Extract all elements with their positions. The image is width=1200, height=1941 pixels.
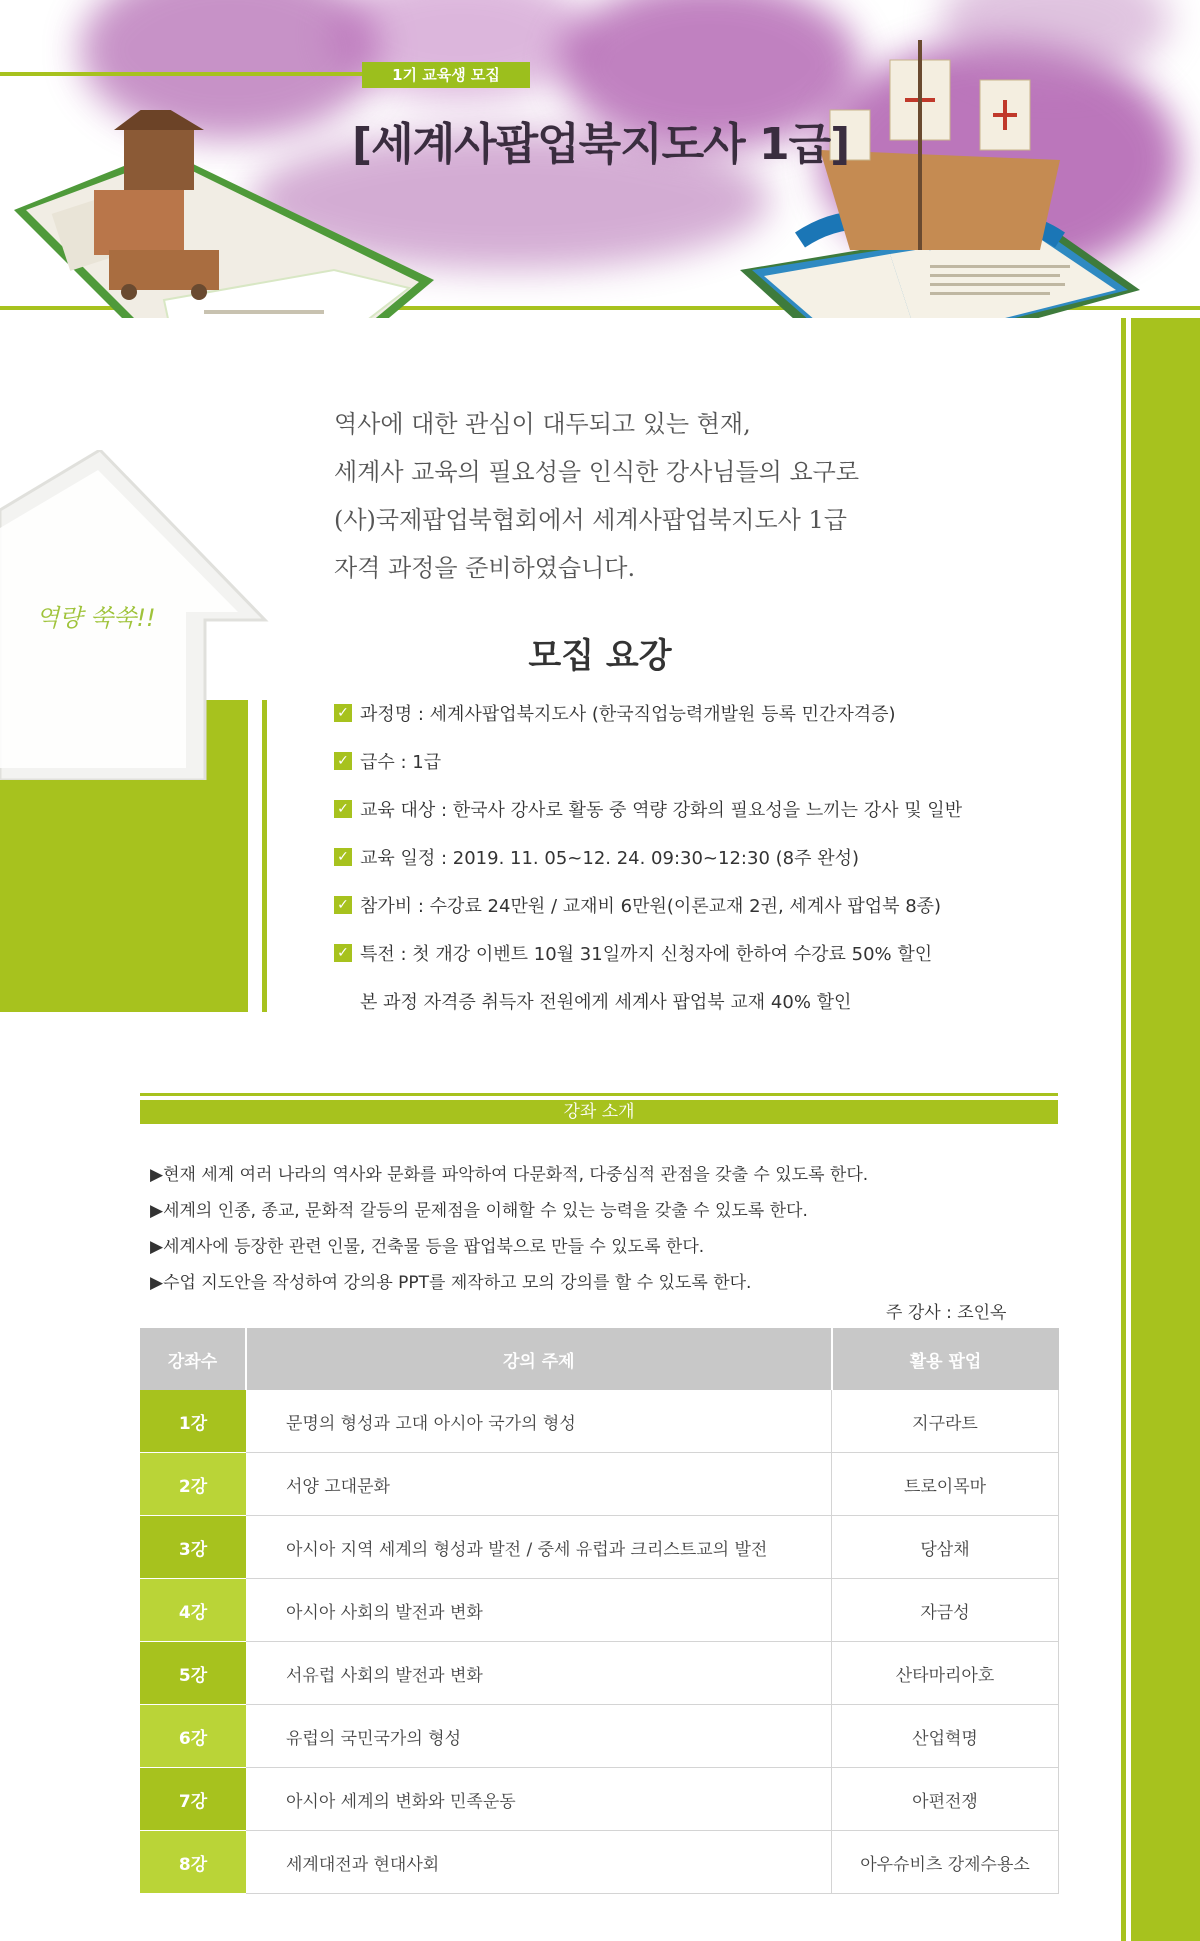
intro-line: 자격 과정을 준비하였습니다. bbox=[334, 554, 636, 582]
recruit-item: ✓ 교육 대상 : 한국사 강사로 활동 중 역량 강화의 필요성을 느끼는 강사 및 일반 bbox=[334, 796, 962, 822]
table-row bbox=[140, 1705, 1059, 1768]
course-goal: ▶현재 세계 여러 나라의 역사와 문화를 파악하여 다문화적, 다중심적 관점을 갖출 수 있도록 한다. bbox=[150, 1165, 869, 1185]
column-header: 활용 팝업 bbox=[832, 1328, 1059, 1390]
house-slogan: 역량 쑥쑥!! bbox=[36, 604, 156, 632]
recruit-item: ✓ 교육 일정 : 2019. 11. 05~12. 24. 09:30~12:30 (8주 완성) bbox=[334, 844, 859, 870]
lecture-popup: 당삼채 bbox=[832, 1516, 1059, 1579]
ship-popup-image bbox=[740, 40, 1160, 318]
recruit-item: ✓ 특전 : 첫 개강 이벤트 10월 31일까지 신청자에 한하여 수강료 50% 할인 bbox=[334, 940, 932, 966]
intro-line: (사)국제팝업북협회에서 세계사팝업북지도사 1급 bbox=[334, 506, 847, 534]
intro-line: 역사에 대한 관심이 대두되고 있는 현재, bbox=[334, 410, 751, 438]
checkbox-icon: ✓ bbox=[334, 896, 352, 914]
header-banner bbox=[0, 0, 1200, 318]
lecture-popup: 자금성 bbox=[832, 1579, 1059, 1642]
right-accent-bar bbox=[1131, 318, 1200, 1941]
checkbox-icon: ✓ bbox=[334, 944, 352, 962]
lecture-topic: 서양 고대문화 bbox=[246, 1453, 832, 1516]
table-row bbox=[140, 1390, 1059, 1453]
checkbox-icon: ✓ bbox=[334, 848, 352, 866]
recruit-item: ✓ 과정명 : 세계사팝업북지도사 (한국직업능력개발원 등록 민간자격증) bbox=[334, 700, 896, 726]
table-row bbox=[140, 1831, 1059, 1894]
checkbox-icon: ✓ bbox=[334, 800, 352, 818]
lecture-popup: 트로이목마 bbox=[832, 1453, 1059, 1516]
lecture-popup: 산업혁명 bbox=[832, 1705, 1059, 1768]
table-row bbox=[140, 1642, 1059, 1705]
recruitment-heading: 모집 요강 bbox=[528, 636, 672, 676]
lecture-popup: 아편전쟁 bbox=[832, 1768, 1059, 1831]
lecture-topic: 아시아 세계의 변화와 민족운동 bbox=[246, 1768, 832, 1831]
lecture-popup: 지구라트 bbox=[832, 1390, 1059, 1453]
table-row bbox=[140, 1516, 1059, 1579]
lecture-number: 8강 bbox=[140, 1831, 246, 1894]
lecture-topic: 서유럽 사회의 발전과 변화 bbox=[246, 1642, 832, 1705]
checkbox-icon: ✓ bbox=[334, 704, 352, 722]
recruit-badge: 1기 교육생 모집 bbox=[362, 62, 530, 88]
table-row bbox=[140, 1768, 1059, 1831]
header-line-top bbox=[0, 72, 364, 76]
lecture-number: 5강 bbox=[140, 1642, 246, 1705]
intro-text bbox=[334, 400, 1094, 592]
right-accent-line bbox=[1121, 318, 1126, 1941]
lecture-topic: 문명의 형성과 고대 아시아 국가의 형성 bbox=[246, 1390, 832, 1453]
lecture-number: 7강 bbox=[140, 1768, 246, 1831]
recruit-item: ✓ 참가비 : 수강료 24만원 / 교재비 6만원(이론교재 2권, 세계사 팝업북 8종) bbox=[334, 892, 941, 918]
table-row bbox=[140, 1453, 1059, 1516]
table-row bbox=[140, 1579, 1059, 1642]
lecture-popup: 산타마리아호 bbox=[832, 1642, 1059, 1705]
column-header: 강의 주제 bbox=[246, 1328, 832, 1390]
instructor-name: 주 강사 : 조인옥 bbox=[886, 1303, 1007, 1323]
lecture-number: 3강 bbox=[140, 1516, 246, 1579]
lecture-topic: 아시아 사회의 발전과 변화 bbox=[246, 1579, 832, 1642]
lecture-topic: 세계대전과 현대사회 bbox=[246, 1831, 832, 1894]
lecture-topic: 유럽의 국민국가의 형성 bbox=[246, 1705, 832, 1768]
lecture-table bbox=[140, 1328, 1059, 1894]
lecture-topic: 아시아 지역 세계의 형성과 발전 / 중세 유럽과 크리스트교의 발전 bbox=[246, 1516, 832, 1579]
course-section-title: 강좌 소개 bbox=[140, 1100, 1058, 1124]
page-title: [세계사팝업북지도사 1급] bbox=[352, 119, 850, 170]
lecture-number: 1강 bbox=[140, 1390, 246, 1453]
course-top-line bbox=[140, 1093, 1058, 1096]
course-goal: ▶수업 지도안을 작성하여 강의용 PPT를 제작하고 모의 강의를 할 수 있도록 한다. bbox=[150, 1273, 752, 1293]
recruit-item: ✓ 급수 : 1급 bbox=[334, 748, 441, 774]
column-header: 강좌수 bbox=[140, 1328, 246, 1390]
intro-line: 세계사 교육의 필요성을 인식한 강사님들의 요구로 bbox=[334, 458, 860, 486]
table-header-row bbox=[140, 1328, 1059, 1390]
lecture-number: 6강 bbox=[140, 1705, 246, 1768]
lecture-number: 2강 bbox=[140, 1453, 246, 1516]
checkbox-icon: ✓ bbox=[334, 752, 352, 770]
recruit-item-extra: 본 과정 자격증 취득자 전원에게 세계사 팝업북 교재 40% 할인 bbox=[360, 992, 852, 1013]
lecture-popup: 아우슈비츠 강제수용소 bbox=[832, 1831, 1059, 1894]
lecture-number: 4강 bbox=[140, 1579, 246, 1642]
course-goal: ▶세계사에 등장한 관련 인물, 건축물 등을 팝업북으로 만들 수 있도록 한다. bbox=[150, 1237, 705, 1257]
course-goal: ▶세계의 인종, 종교, 문화적 갈등의 문제점을 이해할 수 있는 능력을 갖출 수 있도록 한다. bbox=[150, 1201, 808, 1221]
